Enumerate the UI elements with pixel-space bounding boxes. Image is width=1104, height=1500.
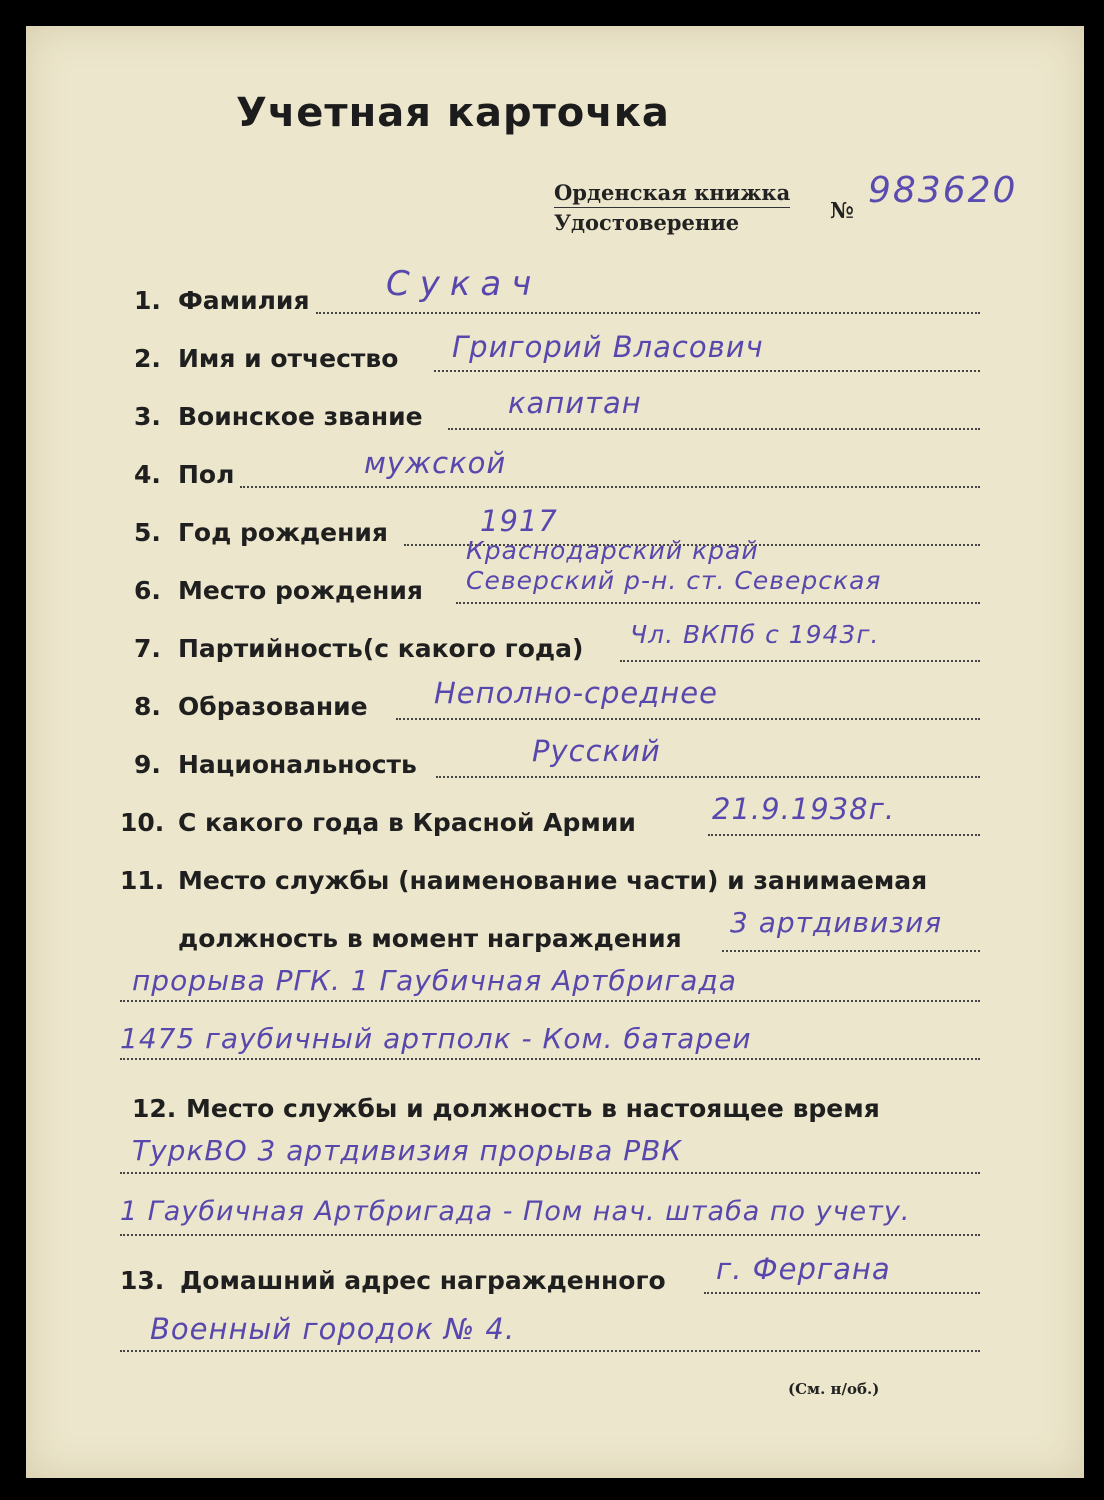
- home-address-value-line1: г. Фергана: [716, 1252, 891, 1286]
- field-number: 12.: [132, 1094, 177, 1123]
- field-label: должность в момент награждения: [178, 924, 682, 953]
- field-line: [120, 1350, 980, 1352]
- field-number: 6.: [134, 576, 161, 605]
- field-label: С какого года в Красной Армии: [178, 808, 636, 837]
- field-label: Домашний адрес награжденного: [180, 1266, 666, 1295]
- field-line: [396, 718, 980, 720]
- field-line: [620, 660, 980, 662]
- service-place-value-line1: 3 артдивизия: [730, 906, 943, 939]
- service-place-value-line3: 1475 гаубичный артполк - Ком. батареи: [120, 1022, 752, 1055]
- army-year-value: 21.9.1938г.: [712, 792, 896, 826]
- field-line: [434, 370, 980, 372]
- field-row-sex: [0, 460, 1104, 500]
- field-number: 10.: [120, 808, 165, 837]
- service-place-value-line2: прорыва РГК. 1 Гаубичная Артбригада: [132, 964, 737, 997]
- field-number: 9.: [134, 750, 161, 779]
- field-number: 1.: [134, 286, 161, 315]
- field-line: [448, 428, 980, 430]
- birthplace-value-line1: Краснодарский край: [466, 536, 759, 565]
- field-label: Год рождения: [178, 518, 388, 547]
- field-label: Фамилия: [178, 286, 310, 315]
- party-value: Чл. ВКПб с 1943г.: [630, 620, 880, 649]
- field-line: [704, 1292, 980, 1294]
- home-address-value-line2: Военный городок № 4.: [150, 1312, 516, 1346]
- field-number: 3.: [134, 402, 161, 431]
- field-line: [120, 1234, 980, 1236]
- education-value: Неполно-среднее: [434, 676, 718, 710]
- see-reverse-note: (См. н/об.): [788, 1380, 880, 1398]
- field-label: Образование: [178, 692, 368, 721]
- field-row-party: [0, 634, 1104, 674]
- field-line: [120, 1058, 980, 1060]
- field-label: Имя и отчество: [178, 344, 399, 373]
- field-number: 13.: [120, 1266, 165, 1295]
- field-number: 4.: [134, 460, 161, 489]
- birth-year-value: 1917: [480, 504, 558, 538]
- field-label: Место рождения: [178, 576, 423, 605]
- order-book-label: Орденская книжка: [554, 180, 790, 208]
- surname-value: Сукач: [386, 264, 542, 304]
- field-line: [722, 950, 980, 952]
- field-row-home-address: [0, 1266, 1104, 1306]
- serial-number-value: 983620: [868, 170, 1018, 211]
- field-number: 7.: [134, 634, 161, 663]
- field-line: [708, 834, 980, 836]
- certificate-label: Удостоверение: [554, 210, 740, 235]
- field-row-army-year: [0, 808, 1104, 848]
- field-line: [240, 486, 980, 488]
- field-label: Национальность: [178, 750, 417, 779]
- field-label: Воинское звание: [178, 402, 423, 431]
- card-title: Учетная карточка: [236, 90, 670, 136]
- field-number: 2.: [134, 344, 161, 373]
- field-label: Пол: [178, 460, 235, 489]
- number-sign: №: [830, 198, 854, 224]
- field-line: [436, 776, 980, 778]
- current-service-value-line1: ТуркВО 3 артдивизия прорыва РВК: [132, 1134, 683, 1167]
- rank-value: капитан: [508, 386, 642, 420]
- field-line: [120, 1172, 980, 1174]
- birthplace-value-line2: Северский р-н. ст. Северская: [466, 566, 882, 595]
- serial-type-block: [554, 180, 790, 235]
- field-label: Партийность(с какого года): [178, 634, 584, 663]
- field-label: Место службы (наименование части) и занимаемая: [178, 866, 928, 895]
- field-row-service-place: [0, 866, 1104, 906]
- name-value: Григорий Власович: [452, 330, 764, 364]
- current-service-value-line2: 1 Гаубичная Артбригада - Пом нач. штаба по учету.: [120, 1196, 911, 1227]
- field-line: [456, 602, 980, 604]
- field-label: Место службы и должность в настоящее время: [186, 1094, 880, 1123]
- field-row-surname: [0, 286, 1104, 326]
- field-number: 5.: [134, 518, 161, 547]
- field-line: [120, 1000, 980, 1002]
- sex-value: мужской: [364, 446, 507, 480]
- field-number: 8.: [134, 692, 161, 721]
- field-line: [316, 312, 980, 314]
- nationality-value: Русский: [532, 734, 661, 768]
- field-row-current-service: [0, 1094, 1104, 1134]
- field-number: 11.: [120, 866, 165, 895]
